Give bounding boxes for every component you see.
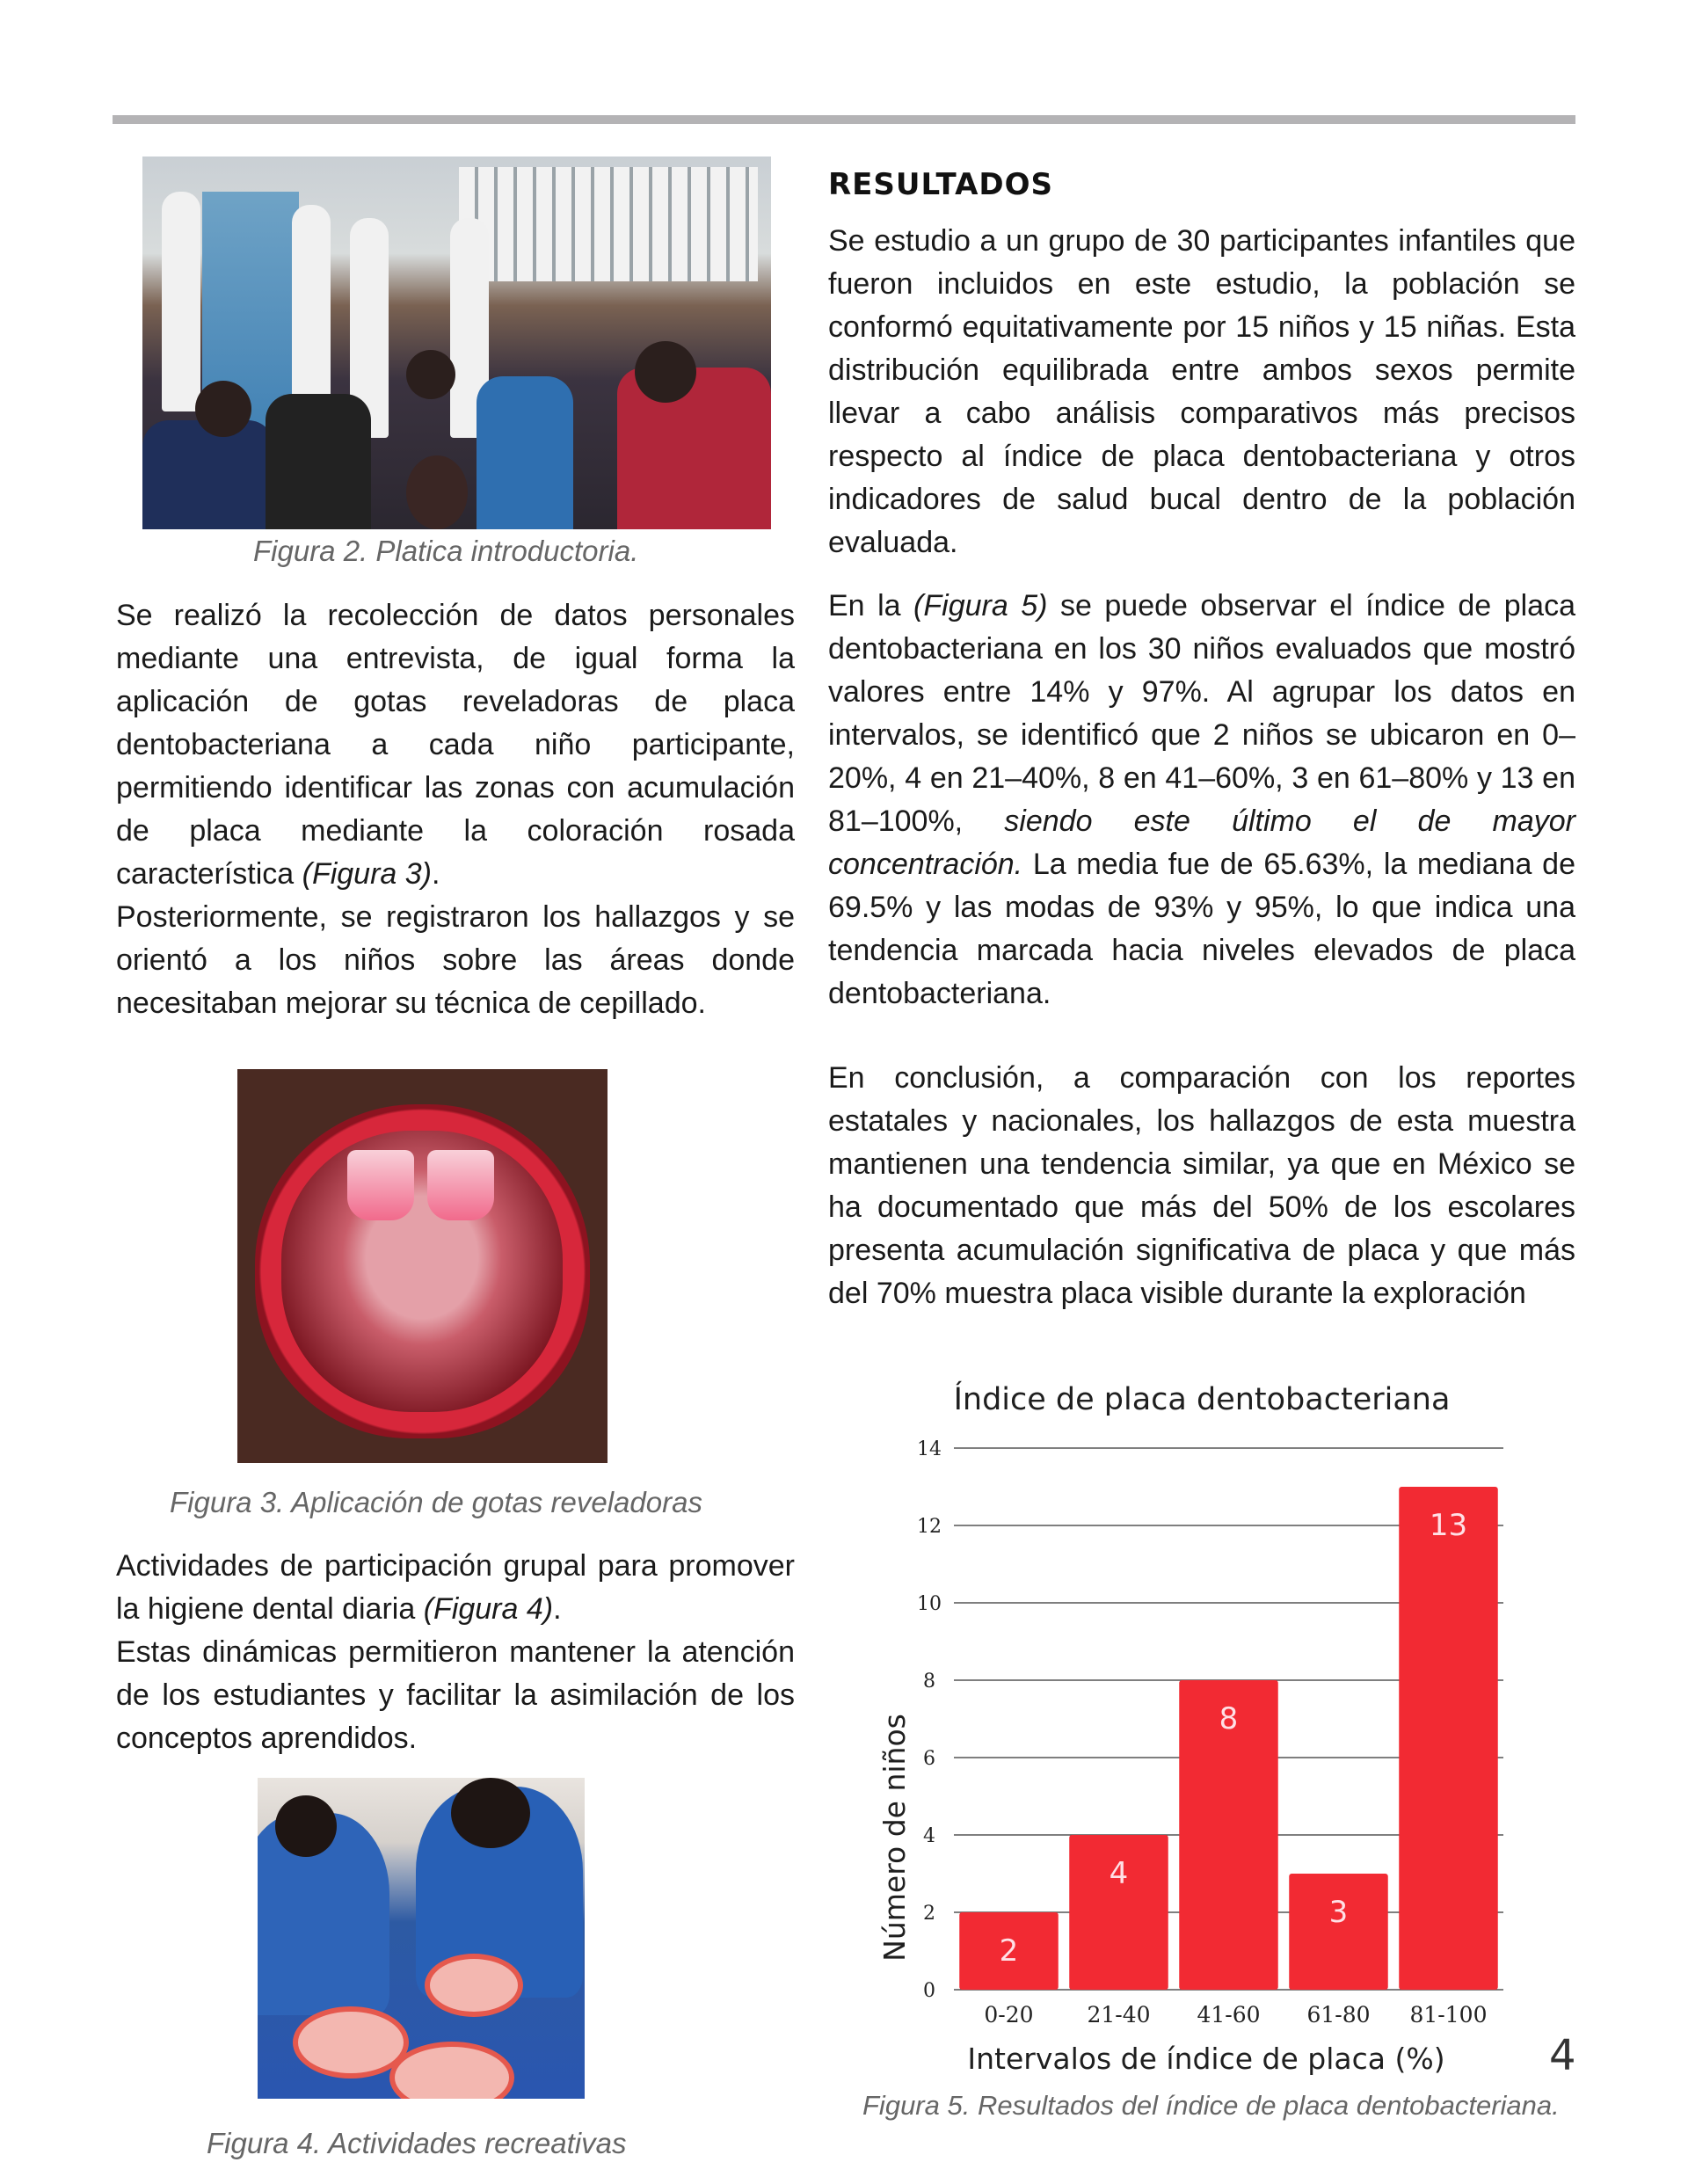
- y-tick-label: 12: [917, 1516, 942, 1538]
- results-heading: RESULTADOS: [828, 167, 1054, 202]
- y-axis-label: Número de niños: [877, 1714, 912, 1962]
- y-tick-label: 4: [923, 1825, 935, 1847]
- left-paragraph-4: Estas dinámicas permitieron mantener la atención de los estudiantes y facilitar la asimilación de los conceptos aprendidos.: [116, 1635, 795, 1755]
- left-paragraph-2: Posteriormente, se registraron los hallazgos y se orientó a los niños sobre las áreas donde necesitaban mejorar su técnica de cepillado.: [116, 900, 795, 1020]
- figure2-photo-classroom: [142, 157, 771, 529]
- y-tick-label: 8: [923, 1671, 935, 1693]
- figure2-caption: Figura 2. Platica introductoria.: [253, 535, 639, 567]
- figure4-caption: Figura 4. Actividades recreativas: [207, 2127, 627, 2159]
- x-axis-label: Intervalos de índice de placa (%): [967, 2042, 1445, 2076]
- top-rule: [113, 115, 1575, 124]
- right-paragraph-2: En la (Figura 5) se puede observar el índice de placa dentobacteriana en los 30 niños evaluados que mostró valores entre 14% y 97%. Al agrupar los datos en intervalos, se identificó que 2 niños se ubicaron en 0–20%, 4 en 21–40%, 8 en 41–60%, 3 en 61–80% y 13 en 81–100%, siendo este último el de mayor concentración. La media fue de 65.63%, la mediana de 69.5% y las modas de 93% y 95%, lo que indica una tendencia marcada hacia niveles elevados de placa dentobacteriana.: [828, 589, 1575, 1010]
- bar-value-label: 4: [1109, 1856, 1129, 1891]
- bar-value-label: 2: [999, 1933, 1019, 1969]
- figure4-photo-activities: [258, 1778, 585, 2099]
- bar-81-100: [1399, 1487, 1498, 1990]
- bar-value-label: 13: [1429, 1508, 1468, 1543]
- page-number: 4: [1549, 2031, 1576, 2080]
- bar-value-label: 8: [1219, 1701, 1239, 1736]
- figure3-photo-mouth: [237, 1069, 608, 1463]
- x-tick-label: 21-40: [1087, 2002, 1151, 2027]
- x-tick-label: 41-60: [1197, 2002, 1261, 2027]
- y-tick-label: 14: [917, 1438, 942, 1460]
- bar-61-80: [1289, 1874, 1388, 1990]
- y-tick-label: 10: [917, 1593, 942, 1615]
- right-paragraph-1: Se estudio a un grupo de 30 participantes infantiles que fueron incluidos en este estudio, la población se conformó equitativamente por 15 niños y 15 niñas. Esta distribución equilibrada entre ambos sexos permite llevar a cabo análisis comparativos más precisos respecto al índice de placa dentobacteriana y otros indicadores de salud bucal dentro de la población evaluada.: [828, 224, 1575, 559]
- y-tick-label: 6: [923, 1748, 935, 1770]
- y-tick-label: 2: [923, 1903, 935, 1925]
- figure5-caption: Figura 5. Resultados del índice de placa dentobacteriana.: [862, 2090, 1560, 2121]
- figure3-caption: Figura 3. Aplicación de gotas reveladoras: [170, 1486, 702, 1518]
- x-tick-label: 0-20: [984, 2002, 1034, 2027]
- chart-title: Índice de placa dentobacteriana: [953, 1382, 1451, 1417]
- bar-value-label: 3: [1328, 1895, 1349, 1930]
- plaque-index-bar-chart: [857, 1367, 1543, 2079]
- right-paragraph-3: En conclusión, a comparación con los reportes estatales y nacionales, los hallazgos de esta muestra mantienen una tendencia similar, ya que en México se ha documentado que más del 50% de los escolares presenta acumulación significativa de placa y que más del 70% muestra placa visible durante la exploración: [828, 1061, 1575, 1310]
- left-paragraph-1: Se realizó la recolección de datos personales mediante una entrevista, de igual forma la aplicación de gotas reveladoras de placa dentobacteriana a cada niño participante, permitiendo identificar las zonas con acumulación de placa mediante la coloración rosada característica (Figura 3). Posteriormente, se registraron los hallazgos y se orientó a los niños sobre las áreas donde necesitaban mejorar su técnica de cepillado.: [116, 599, 795, 1020]
- left-paragraph-3: Actividades de participación grupal para promover la higiene dental diaria (Figura 4). Estas dinámicas permitieron mantener la atención de los estudiantes y facilitar la asimilación de los conceptos aprendidos.: [116, 1549, 795, 1755]
- y-tick-label: 0: [923, 1980, 935, 2002]
- x-tick-label: 61-80: [1306, 2002, 1371, 2027]
- x-tick-label: 81-100: [1409, 2002, 1488, 2027]
